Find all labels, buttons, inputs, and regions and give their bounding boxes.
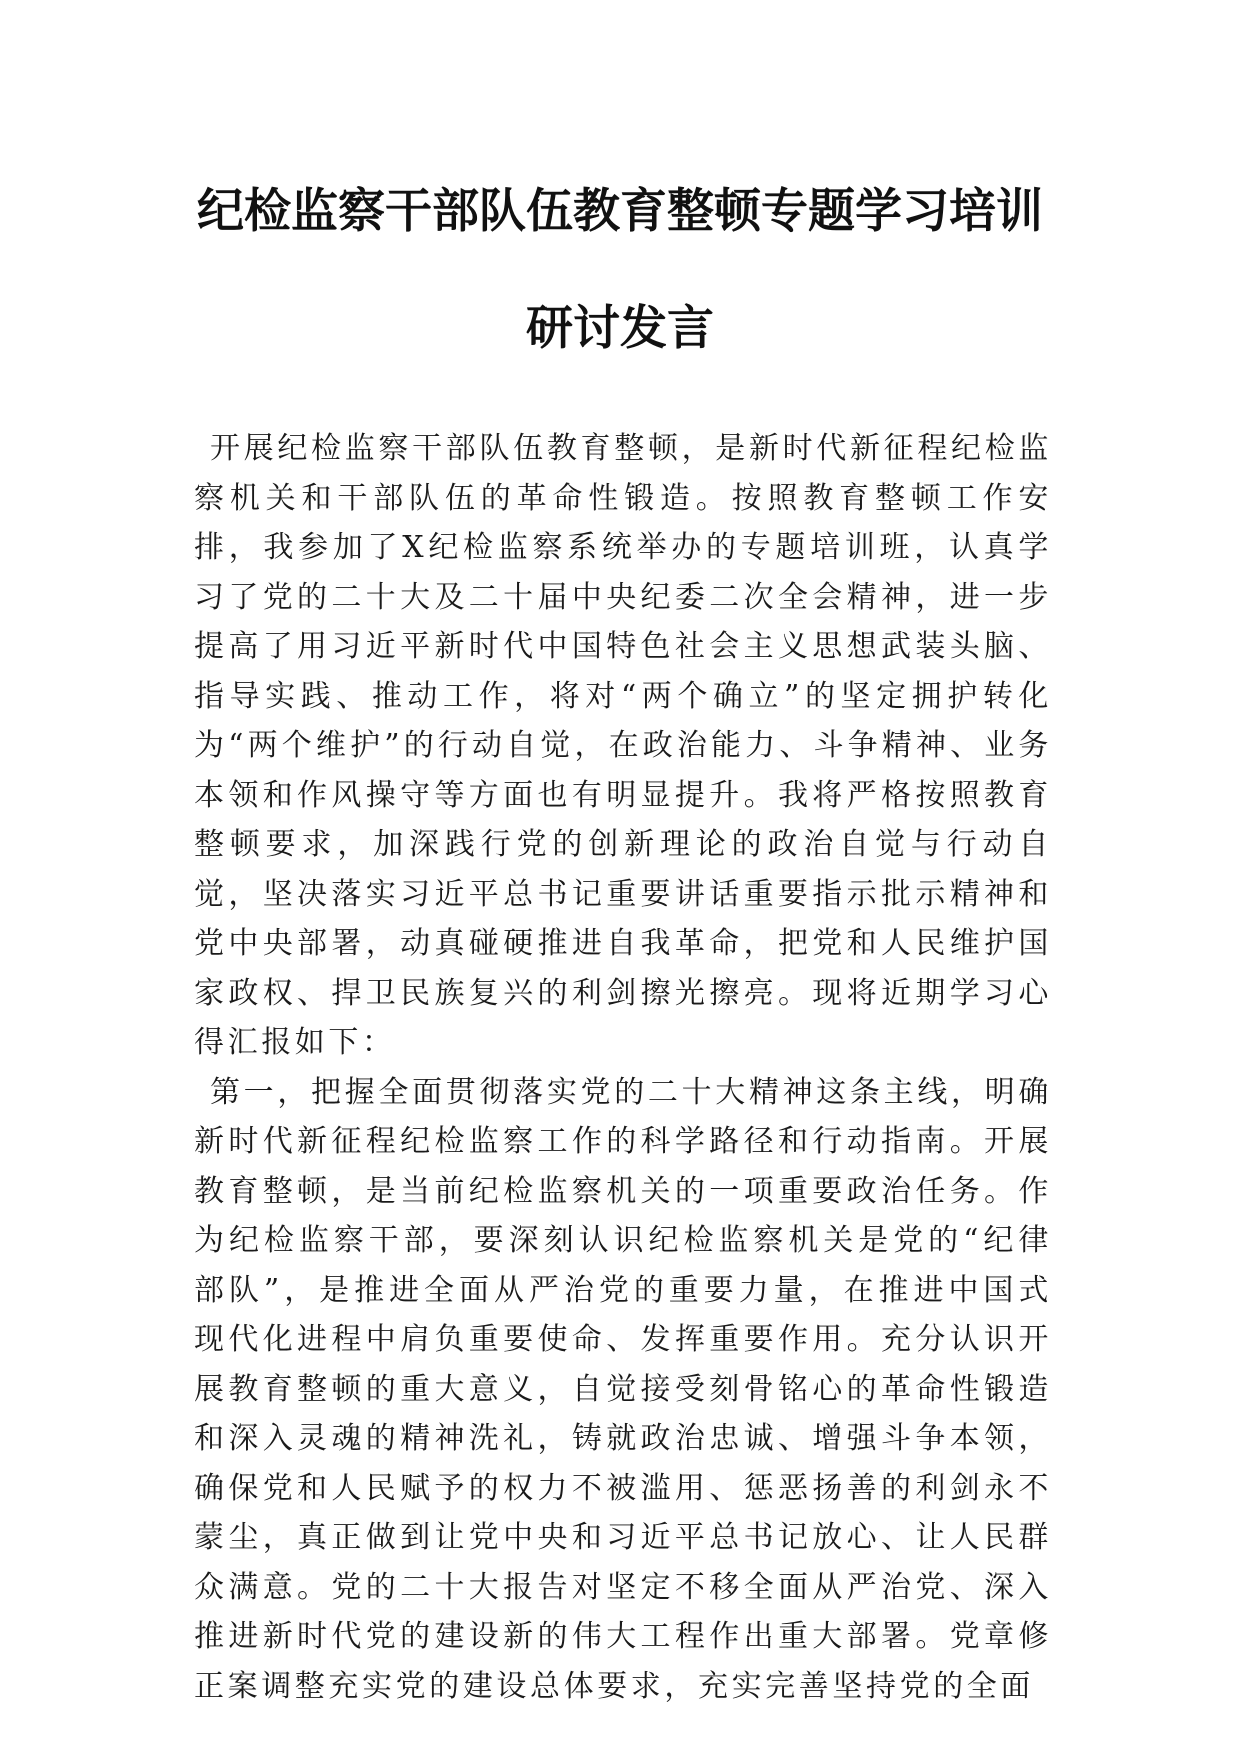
document-body bbox=[194, 424, 1052, 1711]
paragraph-first-point: 第一，把握全面贯彻落实党的二十大精神这条主线，明确新时代新征程纪检监察工作的科学路径和行动指南。开展教育整顿，是当前纪检监察机关的一项重要政治任务。作为纪检监察干部，要深刻认识纪检监察机关是党的“纪律部队”，是推进全面从严治党的重要力量，在推进中国式现代化进程中肩负重要使命、发挥重要作用。充分认识开展教育整顿的重大意义，自觉接受刻骨铭心的革命性锻造和深入灵魂的精神洗礼，铸就政治忠诚、增强斗争本领，确保党和人民赋予的权力不被滥用、惩恶扬善的利剑永不蒙尘，真正做到让党中央和习近平总书记放心、让人民群众满意。党的二十大报告对坚定不移全面从严治党、深入推进新时代党的建设新的伟大工程作出重大部署。党章修正案调整充实党的建设总体要求，充实完善坚持党的全面 bbox=[194, 1074, 1052, 1704]
paragraph-intro: 开展纪检监察干部队伍教育整顿，是新时代新征程纪检监察机关和干部队伍的革命性锻造。按照教育整顿工作安排，我参加了X纪检监察系统举办的专题培训班，认真学习了党的二十大及二十届中央纪委二次全会精神，进一步提高了用习近平新时代中国特色社会主义思想武装头脑、指导实践、推动工作，将对“两个确立”的坚定拥护转化为“两个维护”的行动自觉，在政治能力、斗争精神、业务本领和作风操守等方面也有明显提升。我将严格按照教育整顿要求，加深践行党的创新理论的政治自觉与行动自觉，坚决落实习近平总书记重要讲话重要指示批示精神和党中央部署，动真碰硬推进自我革命，把党和人民维护国家政权、捍卫民族复兴的利剑擦光擦亮。现将近期学习心得汇报如下： bbox=[194, 431, 1052, 1060]
document-title-line-2: 研讨发言 bbox=[526, 301, 714, 356]
document-title-line-1: 纪检监察干部队伍教育整顿专题学习培训 bbox=[197, 184, 1043, 239]
